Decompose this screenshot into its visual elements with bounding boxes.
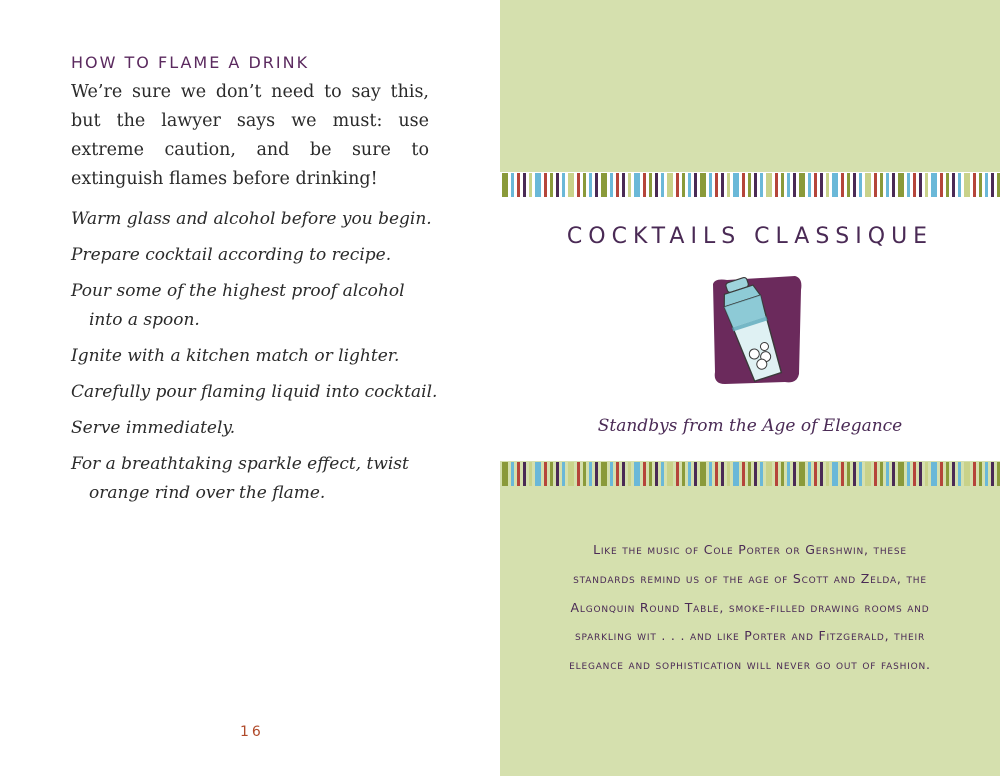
stripe — [979, 462, 982, 486]
stripe — [787, 173, 790, 197]
stripe — [748, 173, 751, 197]
stripe — [799, 173, 805, 197]
stripe — [616, 173, 619, 197]
stripe — [760, 462, 763, 486]
stripe — [583, 173, 586, 197]
stripe — [814, 173, 817, 197]
stripe — [925, 462, 928, 486]
stripe — [517, 462, 520, 486]
stripe — [787, 462, 790, 486]
stripe — [880, 462, 883, 486]
stripe — [766, 462, 772, 486]
stripe — [775, 462, 778, 486]
stripe — [589, 462, 592, 486]
stripe — [568, 173, 574, 197]
stripe — [562, 173, 565, 197]
stripe — [742, 462, 745, 486]
stripe — [502, 462, 508, 486]
stripe — [682, 173, 685, 197]
stripe — [826, 173, 829, 197]
stripe — [721, 173, 724, 197]
stripe — [841, 462, 844, 486]
stripe — [853, 462, 856, 486]
stripe — [940, 173, 943, 197]
page-number: 16 — [240, 724, 264, 740]
stripe — [973, 173, 976, 197]
stripe — [661, 462, 664, 486]
decorative-stripe-band-bottom — [500, 462, 1000, 486]
stripe — [958, 173, 961, 197]
stripe — [946, 173, 949, 197]
stripe — [919, 173, 922, 197]
stripe — [568, 462, 574, 486]
stripe — [727, 173, 730, 197]
stripe — [562, 462, 565, 486]
stripe — [544, 173, 547, 197]
stripe — [667, 462, 673, 486]
stripe — [523, 462, 526, 486]
stripe — [709, 173, 712, 197]
stripe — [523, 173, 526, 197]
stripe — [511, 462, 514, 486]
stripe — [886, 173, 889, 197]
stripe — [733, 462, 739, 486]
stripe — [808, 173, 811, 197]
stripe — [595, 173, 598, 197]
decorative-stripe-band-top — [500, 173, 1000, 197]
stripe — [709, 462, 712, 486]
chapter-subtitle: Standbys from the Age of Elegance — [597, 416, 903, 436]
stripe — [700, 462, 706, 486]
stripe — [841, 173, 844, 197]
stripe — [766, 173, 772, 197]
stripe — [655, 462, 658, 486]
stripe — [808, 462, 811, 486]
stripe — [622, 173, 625, 197]
stripe — [985, 173, 988, 197]
chapter-blurb: Like the music of Cole Porter or Gershwin, these standards remind us of the age of Scott and Zelda, the Algonquin Round Table, smoke-filled drawing rooms and sparkling wit . . . and like Porter and Fitzgerald, their elegance and sophistication will never go out of fashion. — [569, 542, 931, 673]
stripe — [826, 462, 829, 486]
stripe — [898, 173, 904, 197]
stripe — [832, 173, 838, 197]
stripe — [874, 173, 877, 197]
stripe — [799, 462, 805, 486]
stripe — [556, 173, 559, 197]
stripe — [511, 173, 514, 197]
stripe — [742, 173, 745, 197]
stripe — [886, 462, 889, 486]
stripe — [853, 173, 856, 197]
instruction-step: Warm glass and alcohol before you begin. — [71, 209, 432, 229]
stripe — [781, 173, 784, 197]
intro-paragraph: We’re sure we don’t need to say this, but the lawyer says we must: use extreme caution, and be sure to extinguish flames before drinking! — [71, 82, 429, 189]
stripe — [682, 462, 685, 486]
stripe — [754, 173, 757, 197]
stripe — [700, 173, 706, 197]
chapter-title: COCKTAILS CLASSIQUE — [566, 224, 934, 249]
stripe — [991, 173, 994, 197]
stripe — [931, 173, 937, 197]
stripe — [715, 462, 718, 486]
stripe — [754, 462, 757, 486]
stripe — [991, 462, 994, 486]
cocktail-shaker-icon — [707, 274, 805, 386]
stripe — [661, 173, 664, 197]
stripe — [847, 462, 850, 486]
stripe — [814, 462, 817, 486]
stripe — [874, 462, 877, 486]
stripe — [907, 173, 910, 197]
stripe — [517, 173, 520, 197]
stripe — [721, 462, 724, 486]
stripe — [544, 462, 547, 486]
stripe — [556, 462, 559, 486]
stripe — [793, 462, 796, 486]
stripe — [715, 173, 718, 197]
stripe — [649, 462, 652, 486]
stripe — [913, 173, 916, 197]
stripe — [898, 462, 904, 486]
stripe — [952, 462, 955, 486]
stripe — [601, 462, 607, 486]
stripe — [667, 173, 673, 197]
stripe — [979, 173, 982, 197]
stripe — [820, 173, 823, 197]
stripe — [589, 173, 592, 197]
stripe — [880, 173, 883, 197]
stripe — [601, 173, 607, 197]
stripe — [892, 462, 895, 486]
stripe — [694, 462, 697, 486]
stripe — [964, 173, 970, 197]
stripe — [760, 173, 763, 197]
stripe — [919, 462, 922, 486]
stripe — [793, 173, 796, 197]
stripe — [775, 173, 778, 197]
stripe — [595, 462, 598, 486]
stripe — [628, 173, 631, 197]
stripe — [550, 462, 553, 486]
instructions-list — [71, 205, 443, 515]
stripe — [946, 462, 949, 486]
stripe — [634, 173, 640, 197]
stripe — [643, 173, 646, 197]
stripe — [676, 173, 679, 197]
stripe — [781, 462, 784, 486]
stripe — [748, 462, 751, 486]
stripe — [964, 462, 970, 486]
stripe — [733, 173, 739, 197]
stripe — [577, 462, 580, 486]
stripe — [952, 173, 955, 197]
stripe — [688, 173, 691, 197]
stripe — [892, 173, 895, 197]
stripe — [985, 462, 988, 486]
stripe — [535, 462, 541, 486]
stripe — [529, 173, 532, 197]
stripe — [925, 173, 928, 197]
stripe — [583, 462, 586, 486]
stripe — [931, 462, 937, 486]
stripe — [913, 462, 916, 486]
stripe — [847, 173, 850, 197]
stripe — [859, 462, 862, 486]
stripe — [502, 173, 508, 197]
stripe — [616, 462, 619, 486]
stripe — [973, 462, 976, 486]
stripe — [958, 462, 961, 486]
stripe — [622, 462, 625, 486]
stripe — [907, 462, 910, 486]
stripe — [727, 462, 730, 486]
instruction-step: Pour some of the highest proof alcohol into a spoon. — [71, 281, 405, 330]
stripe — [649, 173, 652, 197]
stripe — [529, 462, 532, 486]
stripe — [610, 462, 613, 486]
stripe — [655, 173, 658, 197]
stripe — [688, 462, 691, 486]
instruction-step: Prepare cocktail according to recipe. — [71, 245, 392, 265]
stripe — [859, 173, 862, 197]
stripe — [535, 173, 541, 197]
stripe — [676, 462, 679, 486]
stripe — [832, 462, 838, 486]
stripe — [694, 173, 697, 197]
stripe — [577, 173, 580, 197]
stripe — [940, 462, 943, 486]
stripe — [820, 462, 823, 486]
instruction-step: Ignite with a kitchen match or lighter. — [71, 346, 400, 366]
stripe — [643, 462, 646, 486]
stripe — [550, 173, 553, 197]
stripe — [610, 173, 613, 197]
instruction-step: Serve immediately. — [71, 418, 236, 438]
stripe — [628, 462, 631, 486]
stripe — [865, 173, 871, 197]
instruction-step: Carefully pour flaming liquid into cocktail. — [71, 382, 438, 402]
instruction-step: For a breathtaking sparkle effect, twist orange rind over the flame. — [71, 454, 409, 503]
stripe — [634, 462, 640, 486]
right-page — [500, 0, 1000, 776]
section-heading: HOW TO FLAME A DRINK — [71, 53, 310, 72]
stripe — [865, 462, 871, 486]
